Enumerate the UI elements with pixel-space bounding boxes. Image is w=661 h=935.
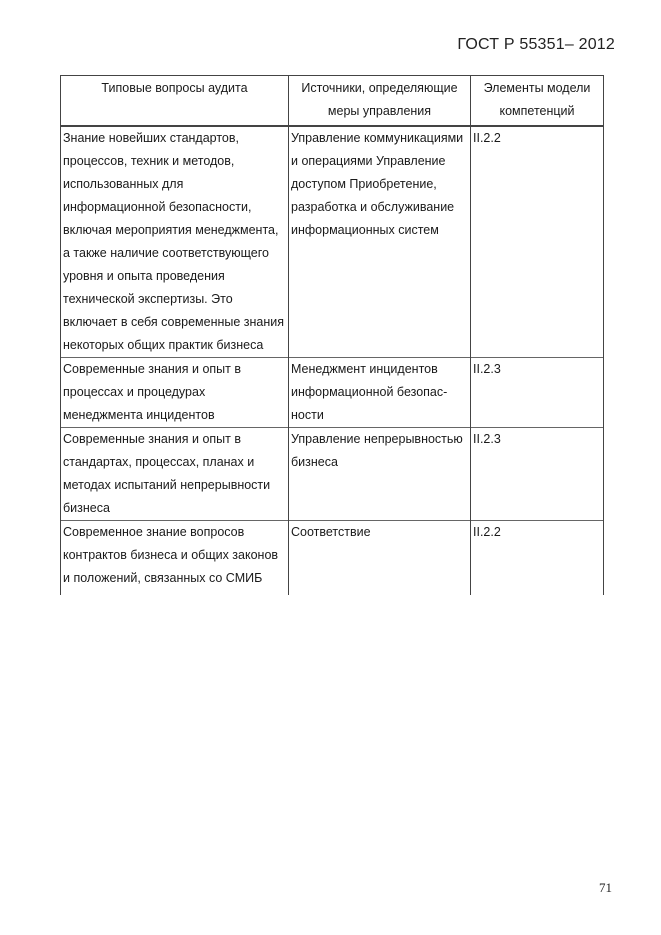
audit-questions-table (60, 75, 604, 595)
table-row (61, 428, 604, 521)
cell-source: Управление непрерывностью бизнеса (289, 428, 471, 521)
cell-question: Современное знание вопросов контрактов бизнеса и общих законов и положений, связанных со СМИБ (61, 521, 289, 596)
table-row (61, 521, 604, 596)
column-header-sources: Источники, определяющие меры управления (289, 76, 471, 127)
column-header-questions: Типовые вопросы аудита (61, 76, 289, 127)
table-row (61, 126, 604, 358)
cell-source: Соответствие (289, 521, 471, 596)
cell-question: Знание новейших стандартов, процессов, техник и методов, использованных для информационной безопасности, включая мероприятия менеджмента, а также наличие соответствующего уровня и опыта проведения технической экспертизы. Это включает в себя современные знания некоторых общих практик бизнеса (61, 126, 289, 358)
cell-element: II.2.2 (471, 521, 604, 596)
table-row (61, 358, 604, 428)
page-number: 71 (599, 880, 612, 895)
cell-element: II.2.3 (471, 428, 604, 521)
cell-element: II.2.3 (471, 358, 604, 428)
cell-element: II.2.2 (471, 126, 604, 358)
cell-source: Менеджмент инцидентов информационной безопас-ности (289, 358, 471, 428)
table-header-row (61, 76, 604, 127)
document-standard-header: ГОСТ Р 55351– 2012 (457, 36, 615, 53)
cell-question: Современные знания и опыт в процессах и процедурах менеджмента инцидентов (61, 358, 289, 428)
cell-question: Современные знания и опыт в стандартах, процессах, планах и методах испытаний непрерывности бизнеса (61, 428, 289, 521)
cell-source: Управление коммуникациями и операциями Управление доступом Приобретение, разработка и обслуживание информационных систем (289, 126, 471, 358)
column-header-elements: Элементы модели компетенций (471, 76, 604, 127)
